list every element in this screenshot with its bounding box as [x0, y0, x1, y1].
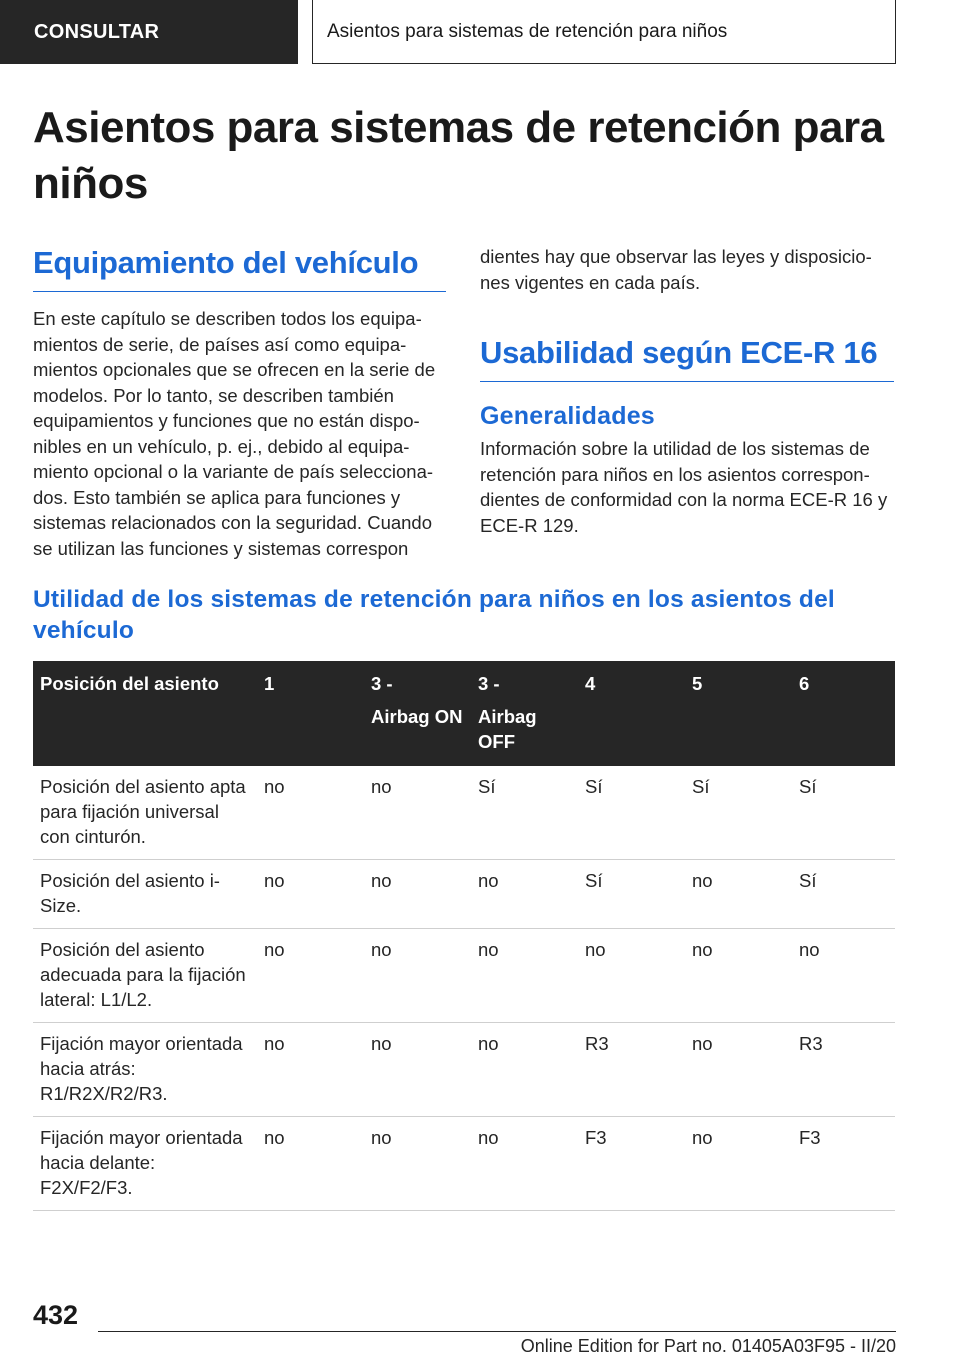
table-cell: R3	[578, 1023, 685, 1117]
table-cell: Sí	[578, 766, 685, 860]
table-cell: no	[471, 929, 578, 1023]
table-cell: Fijación mayor orientada hacia atrás: R1/R2X/R2/R3.	[33, 1023, 257, 1117]
header-cell: 6	[792, 661, 895, 766]
table-cell: no	[685, 1117, 792, 1211]
table-cell: no	[257, 860, 364, 929]
heading-utilidad: Utilidad de los sistemas de retención para niños en los asientos del vehículo	[33, 586, 835, 644]
table-row	[33, 1117, 895, 1211]
table-cell: no	[364, 1117, 471, 1211]
page-title: Asientos para sistemas de retención para niños	[33, 103, 884, 208]
table-cell: Sí	[578, 860, 685, 929]
seat-suitability-table	[33, 661, 895, 1211]
table-cell: no	[471, 1023, 578, 1117]
table-cell: no	[364, 766, 471, 860]
table-cell: no	[685, 929, 792, 1023]
header-cell: 3 - Airbag ON	[364, 661, 471, 766]
section-tab	[0, 0, 298, 64]
section-label: CONSULTAR	[34, 20, 160, 43]
table-cell: no	[364, 1023, 471, 1117]
table-row	[33, 1023, 895, 1117]
table-cell: no	[257, 1023, 364, 1117]
chapter-tab	[312, 0, 896, 64]
table-cell: Sí	[792, 860, 895, 929]
table-cell: Sí	[792, 766, 895, 860]
intro-paragraph: En este capítulo se describen todos los equipamientos de serie, de países así como equipamientos opcionales que se ofrecen en la serie de modelos. Por lo tanto, se describen también equipamientos y funciones que no están disponibles en un vehículo, p. ej., debido al equipamiento opcional o la variante de país seleccionados. Esto también se aplica para funciones y sistemas relacionados con la seguridad. Cuando se utilizan las funciones y sistemas correspon	[33, 308, 436, 559]
table-cell: R3	[792, 1023, 895, 1117]
table-cell: Sí	[685, 766, 792, 860]
footer-divider	[98, 1331, 896, 1332]
table-cell: no	[685, 1023, 792, 1117]
table-cell: no	[257, 766, 364, 860]
intro-paragraph-continued: dientes hay que observar las leyes y disposiciones vigentes en cada país.	[480, 246, 872, 293]
table-cell: Fijación mayor orientada hacia delante: F2X/F2/F3.	[33, 1117, 257, 1211]
header-cell: 4	[578, 661, 685, 766]
heading-usabilidad: Usabilidad según ECE-R 16	[480, 333, 894, 382]
table-cell: no	[792, 929, 895, 1023]
table-header-row	[33, 661, 895, 766]
table-cell: Posición del asiento adecuada para la fijación lateral: L1/L2.	[33, 929, 257, 1023]
header-cell: 3 - Airbag OFF	[471, 661, 578, 766]
table-cell: no	[471, 860, 578, 929]
table-cell: no	[364, 929, 471, 1023]
table-row	[33, 766, 895, 860]
page-number: 432	[33, 1300, 79, 1330]
chapter-label: Asientos para sistemas de retención para niños	[327, 20, 728, 42]
table-cell: no	[578, 929, 685, 1023]
footer-edition: Online Edition for Part no. 01405A03F95 - II/20	[520, 1336, 896, 1356]
table-cell: no	[471, 1117, 578, 1211]
header-cell: 1	[257, 661, 364, 766]
table-cell: F3	[792, 1117, 895, 1211]
table-cell: Sí	[471, 766, 578, 860]
table-cell: F3	[578, 1117, 685, 1211]
table-cell: no	[364, 860, 471, 929]
table-row	[33, 929, 895, 1023]
table-cell: no	[685, 860, 792, 929]
generalidades-paragraph: Información sobre la utilidad de los sistemas de retención para niños en los asientos correspondientes de conformidad con la norma ECE-R 16 y ECE-R 129.	[480, 438, 888, 536]
heading-generalidades: Generalidades	[480, 402, 655, 430]
table-row	[33, 860, 895, 929]
header-cell: 5	[685, 661, 792, 766]
table-cell: Posición del asiento i-Size.	[33, 860, 257, 929]
table-cell: Posición del asiento apta para fijación universal con cinturón.	[33, 766, 257, 860]
table-cell: no	[257, 1117, 364, 1211]
header-cell: Posición del asiento	[33, 661, 257, 766]
table-cell: no	[257, 929, 364, 1023]
heading-equipamiento: Equipamiento del vehículo	[33, 243, 446, 292]
